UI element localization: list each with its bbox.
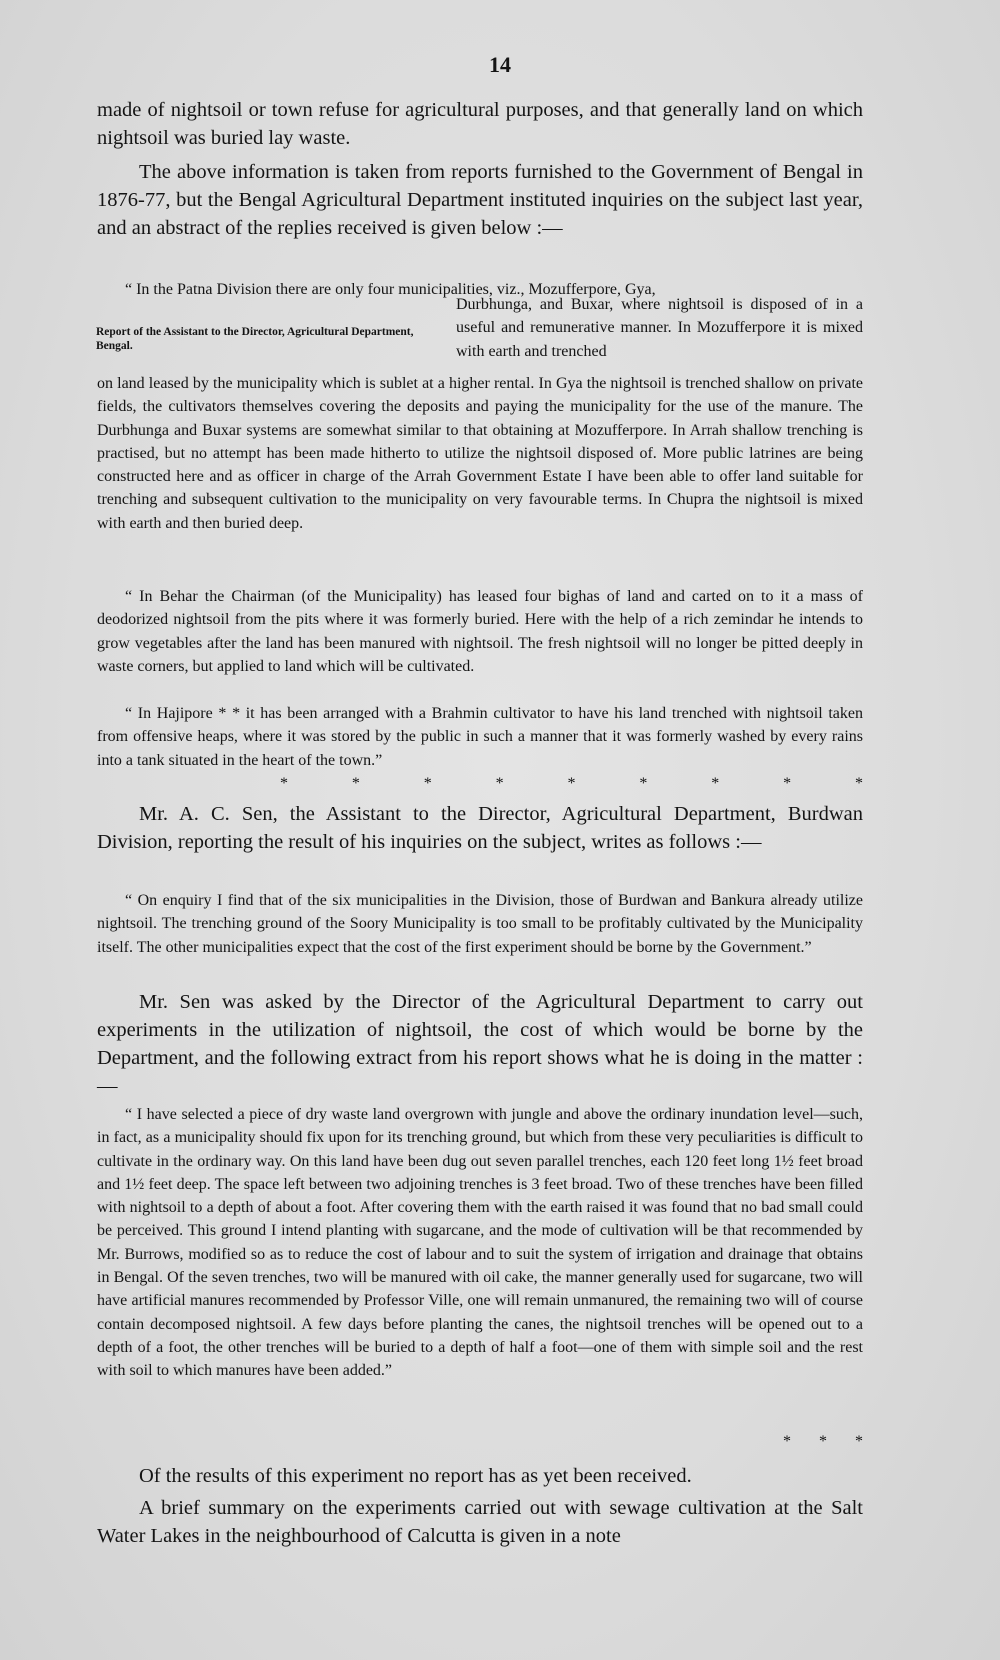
asterisk: * (639, 775, 648, 792)
experiment-quote (97, 1103, 863, 1383)
para-bengal-reports: The above information is taken from reports furnished to the Government of Bengal in 1876-77, but the Bengal Agricultural Department instituted inquiries on the subject last year, and an abstract of the replies received is given below :— (97, 161, 863, 239)
results-paragraph (97, 1462, 863, 1490)
asterisk: * (423, 775, 432, 792)
hajipore-quote (97, 702, 863, 772)
burdwan-paragraph: “ On enquiry I find that of the six municipalities in the Division, those of Burdwan and Bankura already utilize nightsoil. The trenching ground of the Soory Municipality is too small to be profitably cultivated by the Municipality itself. The other municipalities expect that the cost of the first experiment should be borne by the Government.” (97, 892, 863, 956)
hajipore-asterisks (280, 772, 863, 795)
para-summary: A brief summary on the experiments carried out with sewage cultivation at the Salt Water Lakes in the neighbourhood of Calcutta is given in a note (97, 1497, 863, 1547)
asterisk: * (711, 775, 720, 792)
para-sen-asked: Mr. Sen was asked by the Director of the Agricultural Department to carry out experiments in the utilization of nightsoil, the cost of which would be borne by the Department, and the following extract from his report shows what he is doing in the matter :— (97, 991, 863, 1097)
sen-asked-paragraph (97, 988, 863, 1100)
asterisk: * (783, 775, 792, 792)
asterisk: * (495, 775, 504, 792)
summary-paragraph (97, 1494, 863, 1550)
experiment-paragraph: “ I have selected a piece of dry waste land overgrown with jungle and above the ordinary inundation level—such, in fact, as a municipality should fix upon for its trenching ground, but which from these very peculiarities is difficult to cultivate in the ordinary way. On this land have been dug out seven parallel trenches, each 120 feet long 1½ feet broad and 1½ feet deep. The space left between two adjoining trenches is 3 feet broad. Two of these trenches have been filled with nightsoil to a depth of about a foot. After covering them with the earth raised it was found that no bad small could be perceived. This ground I intend planting with sugarcane, and the mode of cultivation will be that recommended by Mr. Burrows, modified so as to reduce the cost of labour and to suit the system of irrigation and drainage that obtains in Bengal. Of the seven trenches, two will be manured with oil cake, the manner generally used for sugarcane, two will have artificial manures recommended by Professor Ville, one will remain unmanured, the remaining two will of course contain decomposed nightsoil. A few days before planting the canes, the nightsoil trenches will be opened out to a depth of a foot, the other trenches will be buried to a depth of half a foot—one of them with simple soil and the rest with soil to which manures have been added.” (97, 1106, 863, 1380)
sen-paragraph (97, 800, 863, 856)
margin-note: Report of the Assistant to the Director, Agricultural Department, Bengal. (96, 326, 414, 352)
para-results: Of the results of this experiment no report has as yet been received. (139, 1465, 692, 1487)
page-number: 14 (489, 52, 511, 77)
paragraph-information (97, 158, 863, 242)
behar-paragraph: “ In Behar the Chairman (of the Municipality) has leased four bighas of land and carted on to it a mass of deodorized nightsoil from the pits where it was formerly buried. Here with the help of a rich zemindar he intends to grow vegetables after the land has been manured with nightsoil. The fresh nightsoil will no longer be pitted deeply in waste corners, but applied to land which will be cultivated. (97, 588, 863, 675)
patna-continuation: on land leased by the municipality which is sublet at a higher rental. In Gya the nightsoil is trenched shallow on private fields, the cultivators themselves covering the deposits and paying the municipality for the use of the manure. The Durbhunga and Buxar systems are somewhat similar to that obtaining at Mozufferpore. In Arrah shallow trenching is practised, but no attempt has been made hitherto to utilize the nightsoil disposed of. More public latrines are being constructed here and as officer in charge of the Arrah Government Estate I have been able to offer land suitable for trenching and subsequent cultivation to the municipality on very favourable terms. In Chupra the nightsoil is mixed with earth and then buried deep. (97, 375, 863, 532)
experiment-asterisks: * * * (783, 1433, 863, 1450)
asterisk: * (280, 775, 288, 792)
asterisk: * (567, 775, 576, 792)
para-nightsoil-waste: made of nightsoil or town refuse for agricultural purposes, and that generally land on which nightsoil was buried lay waste. (97, 99, 863, 149)
patna-right-column: Durbhunga, and Buxar, where nightsoil is disposed of in a useful and remunerative manner. In Mozufferpore it is mixed with earth and trenched (456, 296, 863, 360)
asterisk: * (855, 775, 863, 792)
para-mr-sen: Mr. A. C. Sen, the Assistant to the Director, Agricultural Department, Burdwan Division, reporting the result of his inquiries on the subject, writes as follows :— (97, 803, 863, 853)
behar-quote (97, 585, 863, 678)
paragraph-continuation (97, 96, 863, 152)
asterisk: * (351, 775, 360, 792)
hajipore-paragraph: “ In Hajipore * * it has been arranged with a Brahmin cultivator to have his land trenched with nightsoil taken from offensive heaps, where it was stored by the public in such a manner that it was formerly washed by every rains into a tank situated in the heart of the town.” (97, 705, 863, 769)
patna-quote-rest (97, 372, 863, 535)
burdwan-quote (97, 889, 863, 959)
patna-opening-line: “ In the Patna Division there are only four municipalities, viz., Mozufferpore, Gya, (125, 281, 656, 298)
